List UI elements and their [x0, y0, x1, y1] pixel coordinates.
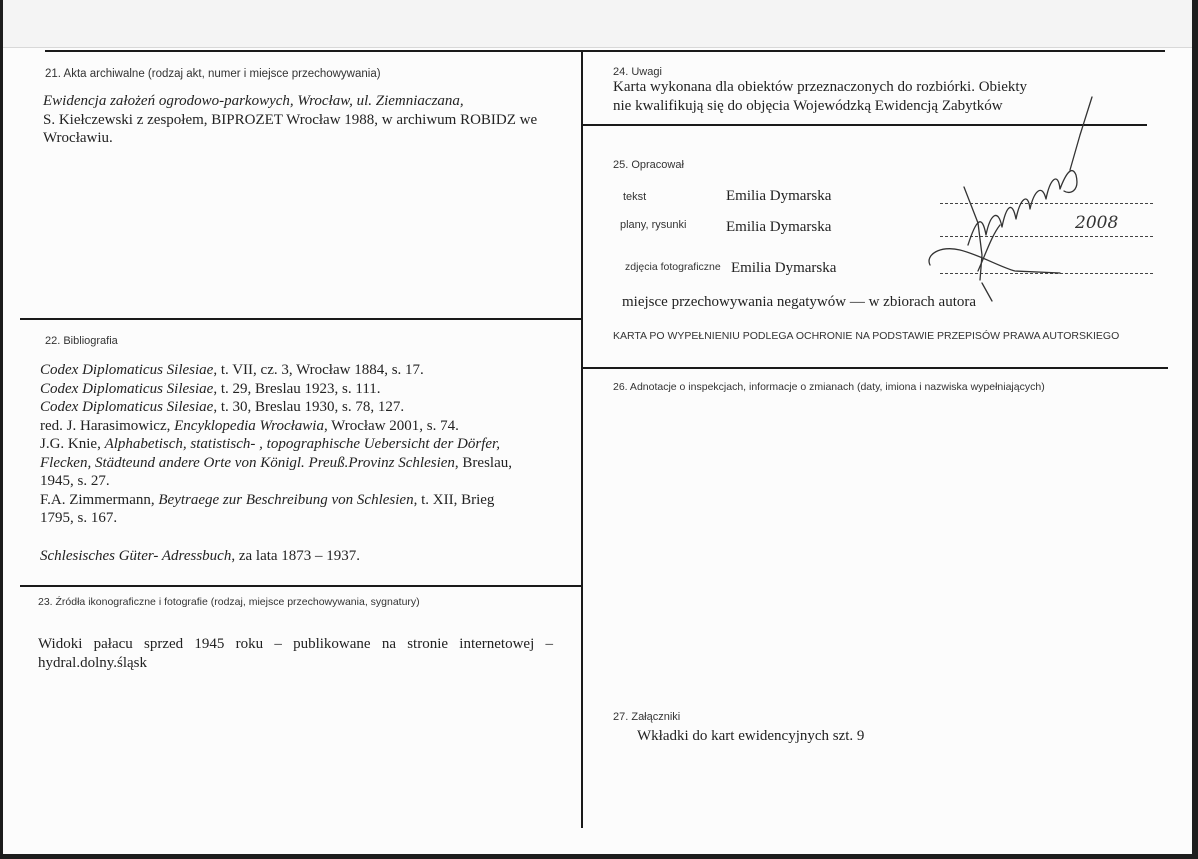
archive-line-2: S. Kiełczewski z zespołem, BIPROZET Wrocław 1988, w archiwum ROBIDZ we [43, 111, 538, 128]
section-21-label: 21. Akta archiwalne (rodzaj akt, numer i miejsce przechowywania) [45, 68, 381, 80]
bibliography-item: Codex Diplomaticus Silesiae, t. 30, Breslau 1930, s. 78, 127. [40, 399, 405, 415]
remarks-line-2: nie kwalifikują się do objęcia Wojewódzką Ewidencją Zabytków [613, 97, 1003, 114]
bibliography-item: 1945, s. 27. [40, 473, 110, 489]
center-divider [581, 50, 583, 828]
scanner-right-edge [1192, 0, 1198, 859]
bibliography-item: Codex Diplomaticus Silesiae, t. VII, cz. 3, Wrocław 1884, s. 17. [40, 362, 424, 378]
section-25-label: 25. Opracował [613, 159, 684, 171]
bibliography-item: red. J. Harasimowicz, Encyklopedia Wrocławia, Wrocław 2001, s. 74. [40, 417, 459, 434]
section-27-label: 27. Załączniki [613, 711, 681, 723]
author-value-plans: Emilia Dymarska [726, 219, 832, 235]
section-21-content [43, 92, 573, 148]
section-22-label: 22. Bibliografia [45, 335, 118, 347]
archive-line-3: Wrocławiu. [43, 130, 113, 146]
scanner-top-margin [0, 0, 1198, 48]
top-border-line [45, 50, 1165, 52]
copyright-notice: KARTA PO WYPEŁNIENIU PODLEGA OCHRONIE NA PODSTAWIE PRZEPISÓW PRAWA AUTORSKIEGO [613, 330, 1120, 342]
divider-21-22 [20, 318, 582, 320]
divider-22-23 [20, 585, 582, 587]
handwritten-signature-icon [920, 95, 1140, 305]
bibliography-item: 1795, s. 167. [40, 510, 118, 526]
iconography-line-2: hydral.dolny.śląsk [38, 654, 148, 671]
attachments-value: Wkładki do kart ewidencyjnych szt. 9 [637, 728, 865, 744]
signature-year: 2008 [1075, 213, 1119, 233]
bibliography-item: Flecken, Städteund andere Orte von Königl. Preuß.Provinz Schlesien, Breslau, [40, 454, 512, 471]
bibliography-item-last: Schlesisches Güter- Adressbuch, za lata 1873 – 1937. [40, 547, 361, 564]
author-key-plans: plany, rysunki [620, 219, 687, 231]
author-value-text: Emilia Dymarska [726, 188, 832, 204]
author-key-photos: zdjęcia fotograficzne [625, 261, 721, 273]
bibliography-item: J.G. Knie, Alphabetisch, statistisch- , topographische Uebersicht der Dörfer, [40, 436, 500, 452]
section-23-label: 23. Źródła ikonograficzne i fotografie (rodzaj, miejsce przechowywania, sygnatury) [38, 596, 420, 608]
bibliography-item: F.A. Zimmermann, Beytraege zur Beschreibung von Schlesien, t. XII, Brieg [40, 491, 495, 508]
bibliography-list [40, 361, 570, 565]
iconography-line-1: Widoki pałacu sprzed 1945 roku – publikowane na stronie internetowej – [38, 636, 553, 652]
scanner-left-edge [0, 0, 3, 859]
archive-line-1: Ewidencja założeń ogrodowo-parkowych, Wrocław, ul. Ziemniaczana, [43, 93, 464, 109]
divider-25-26 [582, 367, 1168, 369]
section-26-label: 26. Adnotacje o inspekcjach, informacje o zmianach (daty, imiona i nazwiska wypełniających) [613, 381, 1045, 393]
remarks-line-1: Karta wykonana dla obiektów przeznaczonych do rozbiórki. Obiekty [613, 79, 1028, 95]
negatives-storage: miejsce przechowywania negatywów — w zbiorach autora [622, 294, 977, 310]
scanner-bottom-edge [0, 854, 1198, 859]
bibliography-item: Codex Diplomaticus Silesiae, t. 29, Breslau 1923, s. 111. [40, 380, 381, 397]
section-23-content [38, 635, 553, 672]
author-value-photos: Emilia Dymarska [731, 260, 837, 276]
author-key-text: tekst [623, 191, 647, 203]
section-24-label: 24. Uwagi [613, 66, 662, 78]
